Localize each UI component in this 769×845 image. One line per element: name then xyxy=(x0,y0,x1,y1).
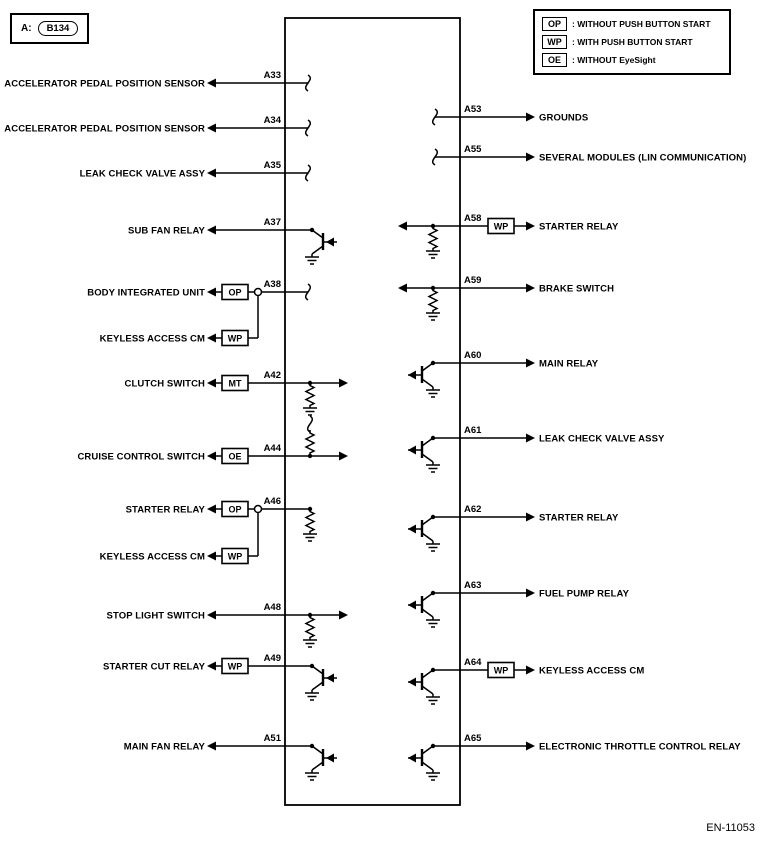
base-arrow-icon xyxy=(408,678,416,687)
pin-row-A37 xyxy=(128,217,337,264)
option-badge xyxy=(222,376,248,391)
legend-box xyxy=(533,9,731,75)
resistor-icon xyxy=(306,509,314,534)
option-badge xyxy=(488,219,514,234)
arrowhead-icon xyxy=(526,284,535,293)
device-label: GROUNDS xyxy=(539,112,589,124)
pin-row-A63 xyxy=(408,580,630,627)
arrowhead-icon xyxy=(526,513,535,522)
base-arrow-icon xyxy=(408,754,416,763)
pin-row-A34 xyxy=(4,115,310,136)
option-badge xyxy=(222,549,248,564)
ground-icon xyxy=(426,390,440,397)
base-arrow-icon xyxy=(408,446,416,455)
base-arrow-icon xyxy=(408,601,416,610)
option-badge-text: WP xyxy=(227,333,243,344)
option-badge-text: WP xyxy=(227,551,243,562)
pin-number: A63 xyxy=(464,580,482,591)
device-label: STARTER RELAY xyxy=(539,221,619,233)
device-label: MAIN FAN RELAY xyxy=(123,741,205,753)
pin-number: A65 xyxy=(464,733,482,744)
wire xyxy=(422,762,433,770)
transistor-icon xyxy=(305,664,337,700)
device-label: MAIN RELAY xyxy=(539,358,599,370)
wire xyxy=(422,609,433,617)
pin-row-A60 xyxy=(408,350,599,397)
legend-label: : WITHOUT PUSH BUTTON START xyxy=(572,19,711,29)
device-label: LEAK CHECK VALVE ASSY xyxy=(79,168,205,180)
legend-label: : WITHOUT EyeSight xyxy=(572,55,656,65)
transistor-icon xyxy=(408,668,440,704)
device-label: KEYLESS ACCESS CM xyxy=(539,665,645,677)
option-badge xyxy=(488,663,514,678)
pin-row-A38 xyxy=(87,279,310,346)
ground-icon xyxy=(426,465,440,472)
option-badge xyxy=(222,659,248,674)
device-label: STARTER RELAY xyxy=(539,512,619,524)
pin-row-A42 xyxy=(125,370,348,415)
ground-icon xyxy=(426,697,440,704)
ground-icon xyxy=(303,640,317,647)
ground-icon xyxy=(305,693,319,700)
pin-row-A55 xyxy=(433,144,747,165)
legend-item xyxy=(542,35,722,49)
base-arrow-icon xyxy=(326,674,334,683)
pin-number: A55 xyxy=(464,144,482,155)
wire xyxy=(422,686,433,694)
pin-number: A62 xyxy=(464,504,482,515)
arrowhead-icon xyxy=(339,452,348,461)
transistor-icon xyxy=(408,744,440,780)
arrowhead-icon xyxy=(526,589,535,598)
arrowhead-icon xyxy=(339,379,348,388)
pin-row-A51 xyxy=(124,733,337,780)
device-label: ELECTRONIC THROTTLE CONTROL RELAY xyxy=(539,741,741,753)
wire xyxy=(422,379,433,387)
arrowhead-icon xyxy=(207,379,216,388)
base-arrow-icon xyxy=(326,754,334,763)
device-label: STARTER RELAY xyxy=(125,504,205,516)
arrowhead-icon xyxy=(398,284,407,293)
junction-dot xyxy=(310,664,314,668)
pin-number: A48 xyxy=(263,602,281,613)
pin-row-A35 xyxy=(80,160,311,181)
connector-title-box xyxy=(10,13,89,44)
arrowhead-icon xyxy=(526,222,535,231)
pin-number: A53 xyxy=(464,104,482,115)
option-badge: WP xyxy=(542,35,567,49)
pin-number: A61 xyxy=(464,425,482,436)
ground-icon xyxy=(305,773,319,780)
pin-number: A60 xyxy=(464,350,482,361)
option-badge-text: OP xyxy=(228,287,242,298)
pin-row-A53 xyxy=(433,104,589,125)
legend-label: : WITH PUSH BUTTON START xyxy=(572,37,693,47)
device-label: SUB FAN RELAY xyxy=(128,225,205,237)
ground-icon xyxy=(303,408,317,415)
pin-row-A58 xyxy=(398,213,619,258)
pin-number: A35 xyxy=(263,160,281,171)
arrowhead-icon xyxy=(207,742,216,751)
option-badge xyxy=(222,502,248,517)
pin-number: A64 xyxy=(464,657,482,668)
arrowhead-icon xyxy=(207,124,216,133)
pin-row-A61 xyxy=(408,425,665,472)
pin-row-A49 xyxy=(103,653,337,700)
document-number: EN-11053 xyxy=(706,822,755,834)
resistor-icon xyxy=(306,615,314,640)
pin-number: A42 xyxy=(263,370,281,381)
option-badge-text: WP xyxy=(493,221,509,232)
resistor-icon xyxy=(306,383,314,408)
junction-dot xyxy=(310,228,314,232)
device-label: ACCELERATOR PEDAL POSITION SENSOR xyxy=(4,123,205,135)
transistor-icon xyxy=(408,361,440,397)
option-badge xyxy=(222,449,248,464)
legend-item xyxy=(542,17,722,31)
arrowhead-icon xyxy=(398,222,407,231)
base-arrow-icon xyxy=(408,371,416,380)
option-badge-text: MT xyxy=(228,378,242,389)
resistor-icon xyxy=(306,430,314,456)
wire xyxy=(422,533,433,541)
base-arrow-icon xyxy=(326,238,334,247)
arrowhead-icon xyxy=(207,552,216,561)
device-label: LEAK CHECK VALVE ASSY xyxy=(539,433,665,445)
option-badge: OP xyxy=(542,17,567,31)
transistor-icon xyxy=(408,591,440,627)
pin-row-A64 xyxy=(408,657,644,704)
transistor-icon xyxy=(305,744,337,780)
device-label: ACCELERATOR PEDAL POSITION SENSOR xyxy=(4,78,205,90)
ground-icon xyxy=(426,773,440,780)
arrowhead-icon xyxy=(526,359,535,368)
pin-number: A51 xyxy=(263,733,281,744)
arrowhead-icon xyxy=(526,153,535,162)
resistor-icon xyxy=(429,288,437,313)
device-label: BRAKE SWITCH xyxy=(539,283,615,295)
ground-icon xyxy=(426,251,440,258)
arrowhead-icon xyxy=(526,434,535,443)
pin-number: A33 xyxy=(263,70,281,81)
wire xyxy=(422,454,433,462)
connector-id-badge: B134 xyxy=(38,21,79,36)
junction-dot xyxy=(310,744,314,748)
arrowhead-icon xyxy=(339,611,348,620)
arrowhead-icon xyxy=(207,79,216,88)
arrowhead-icon xyxy=(207,226,216,235)
base-arrow-icon xyxy=(408,525,416,534)
arrowhead-icon xyxy=(207,452,216,461)
transistor-icon xyxy=(408,436,440,472)
arrowhead-icon xyxy=(207,662,216,671)
wire xyxy=(312,682,323,690)
arrowhead-icon xyxy=(207,288,216,297)
arrowhead-icon xyxy=(207,505,216,514)
device-label: KEYLESS ACCESS CM xyxy=(99,333,205,345)
option-badge-text: WP xyxy=(493,665,509,676)
wire xyxy=(312,762,323,770)
resistor-icon xyxy=(429,226,437,251)
ground-icon xyxy=(305,257,319,264)
arrowhead-icon xyxy=(526,742,535,751)
arrowhead-icon xyxy=(207,169,216,178)
ground-icon xyxy=(426,620,440,627)
ground-icon xyxy=(426,313,440,320)
device-label: CLUTCH SWITCH xyxy=(124,378,205,390)
arrowhead-icon xyxy=(526,113,535,122)
option-badge-text: OE xyxy=(228,451,242,462)
option-badge xyxy=(222,285,248,300)
device-label: KEYLESS ACCESS CM xyxy=(99,551,205,563)
branch-node xyxy=(255,289,262,296)
continuation-wave-icon xyxy=(308,416,313,432)
pin-number: A49 xyxy=(263,653,281,664)
pin-number: A58 xyxy=(464,213,482,224)
pin-number: A44 xyxy=(263,443,281,454)
ground-icon xyxy=(303,534,317,541)
pin-number: A37 xyxy=(263,217,281,228)
transistor-icon xyxy=(408,515,440,551)
option-badge: OE xyxy=(542,53,567,67)
device-label: STOP LIGHT SWITCH xyxy=(106,610,205,622)
device-label: FUEL PUMP RELAY xyxy=(539,588,630,600)
connector-prefix-label: A: xyxy=(21,23,32,34)
transistor-icon xyxy=(305,228,337,264)
option-badge-text: OP xyxy=(228,504,242,515)
pin-row-A65 xyxy=(408,733,741,780)
pin-number: A46 xyxy=(263,496,281,507)
pin-row-A44 xyxy=(77,416,348,464)
pin-number: A38 xyxy=(263,279,281,290)
pin-row-A33 xyxy=(4,70,310,91)
device-label: STARTER CUT RELAY xyxy=(103,661,205,673)
pin-row-A48 xyxy=(107,602,348,647)
pin-row-A59 xyxy=(398,275,614,320)
device-label: BODY INTEGRATED UNIT xyxy=(87,287,205,299)
wire xyxy=(312,246,323,254)
legend-item xyxy=(542,53,722,67)
device-label: CRUISE CONTROL SWITCH xyxy=(77,451,205,463)
pin-number: A59 xyxy=(464,275,482,286)
pin-number: A34 xyxy=(263,115,281,126)
ground-icon xyxy=(426,544,440,551)
device-label: SEVERAL MODULES (LIN COMMUNICATION) xyxy=(539,152,747,164)
arrowhead-icon xyxy=(207,611,216,620)
branch-node xyxy=(255,506,262,513)
option-badge xyxy=(222,331,248,346)
arrowhead-icon xyxy=(207,334,216,343)
arrowhead-icon xyxy=(526,666,535,675)
option-badge-text: WP xyxy=(227,661,243,672)
pin-row-A62 xyxy=(408,504,619,551)
